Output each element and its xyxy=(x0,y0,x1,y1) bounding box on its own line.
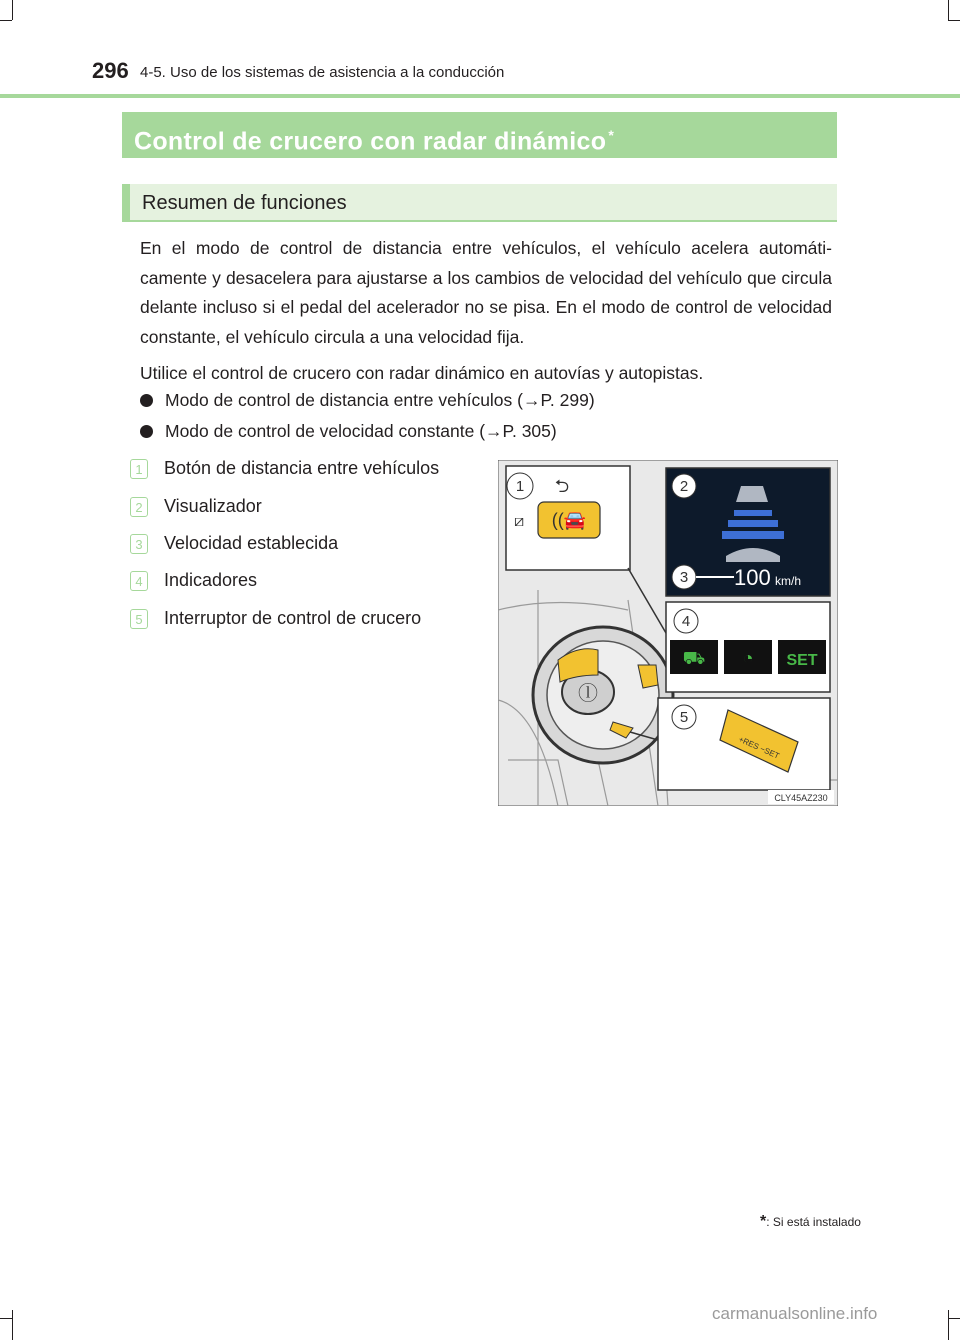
set-indicator: SET xyxy=(786,652,818,669)
legend-item xyxy=(130,570,257,591)
legend-label: Interruptor de control de crucero xyxy=(164,608,422,628)
crop-mark xyxy=(948,0,949,20)
legend-number: 3 xyxy=(130,534,148,554)
bullet-text: Modo de control de velocidad constante (→P. 305) xyxy=(165,421,557,441)
intro-paragraph: En el modo de control de distancia entre vehículos, el vehículo acelera automáti-camente y desacelera para ajustarse a los cambios de velocidad del vehículo que circula delante incluso si el pedal del acelerador no se pisa. En el modo de control de velocidad constante, el vehículo circula a una velocidad fija. xyxy=(140,238,832,347)
section-title xyxy=(122,112,837,158)
legend-label: Botón de distancia entre vehículos xyxy=(164,458,440,478)
installed-asterisk: * xyxy=(608,127,615,143)
lever-markings: +RES −SET xyxy=(737,734,781,761)
distance-control-indicator-icon: ⛟ xyxy=(682,648,706,668)
callout-5: 5 xyxy=(679,709,689,726)
bullet-text: Modo de control de distancia entre vehículos (→P. 299) xyxy=(165,390,595,410)
bullet-dot-icon xyxy=(140,425,153,438)
section-title-text: Control de crucero con radar dinámico xyxy=(134,127,607,156)
bullet-dot-icon xyxy=(140,394,153,407)
lane-icon: ⧄ xyxy=(514,513,525,530)
footnote xyxy=(760,1213,861,1231)
legend-item xyxy=(130,496,262,517)
legend-number: 2 xyxy=(130,497,148,517)
usage-paragraph: Utilice el control de crucero con radar dinámico en autovías y autopistas. xyxy=(140,363,704,383)
legend-label: Visualizador xyxy=(164,496,262,516)
inset-cruise-switch xyxy=(630,698,830,790)
legend-label: Indicadores xyxy=(164,570,258,590)
crop-mark xyxy=(948,20,960,21)
legend-number: 4 xyxy=(130,571,148,591)
distance-car-icon: ((🚘 xyxy=(551,510,587,530)
crop-mark xyxy=(12,1310,13,1340)
lexus-logo-icon: ⓛ xyxy=(578,683,598,705)
crop-mark xyxy=(12,0,13,20)
legend-number: 1 xyxy=(130,459,148,479)
page-number: 296 xyxy=(92,58,129,83)
legend-item xyxy=(130,533,338,554)
running-head: 4-5. Uso de los sistemas de asistencia a la conducción xyxy=(140,64,505,81)
callout-1: 1 xyxy=(515,478,525,495)
callout-4: 4 xyxy=(681,613,691,630)
crop-mark xyxy=(948,1318,960,1319)
callout-3: 3 xyxy=(679,569,689,586)
crop-mark xyxy=(948,1310,949,1340)
figure-code: CLY45AZ230 xyxy=(774,793,828,803)
crop-mark xyxy=(0,20,12,21)
return-arrow-icon: ⮌ xyxy=(554,476,570,496)
inset-display xyxy=(666,468,830,596)
bullet-item xyxy=(140,421,557,442)
legend-label: Velocidad establecida xyxy=(164,533,339,553)
legend-item xyxy=(130,608,421,629)
crop-mark xyxy=(0,1318,12,1319)
footnote-text: : Si está instalado xyxy=(766,1215,861,1229)
cruise-control-figure xyxy=(498,460,838,806)
header-rule xyxy=(0,94,960,98)
watermark: carmanualsonline.info xyxy=(712,1304,878,1323)
set-speed-value: 100 xyxy=(734,565,771,590)
legend-number: 5 xyxy=(130,609,148,629)
steering-wheel xyxy=(533,627,673,763)
cruise-control-indicator-icon: ◔ xyxy=(742,648,754,668)
set-speed-unit: km/h xyxy=(775,574,802,588)
legend-item xyxy=(130,458,439,479)
footnote-asterisk: * xyxy=(760,1213,767,1230)
subsection-title: Resumen de funciones xyxy=(122,184,837,222)
inset-indicators xyxy=(666,602,830,692)
callout-2: 2 xyxy=(679,478,689,495)
bullet-item xyxy=(140,390,595,411)
